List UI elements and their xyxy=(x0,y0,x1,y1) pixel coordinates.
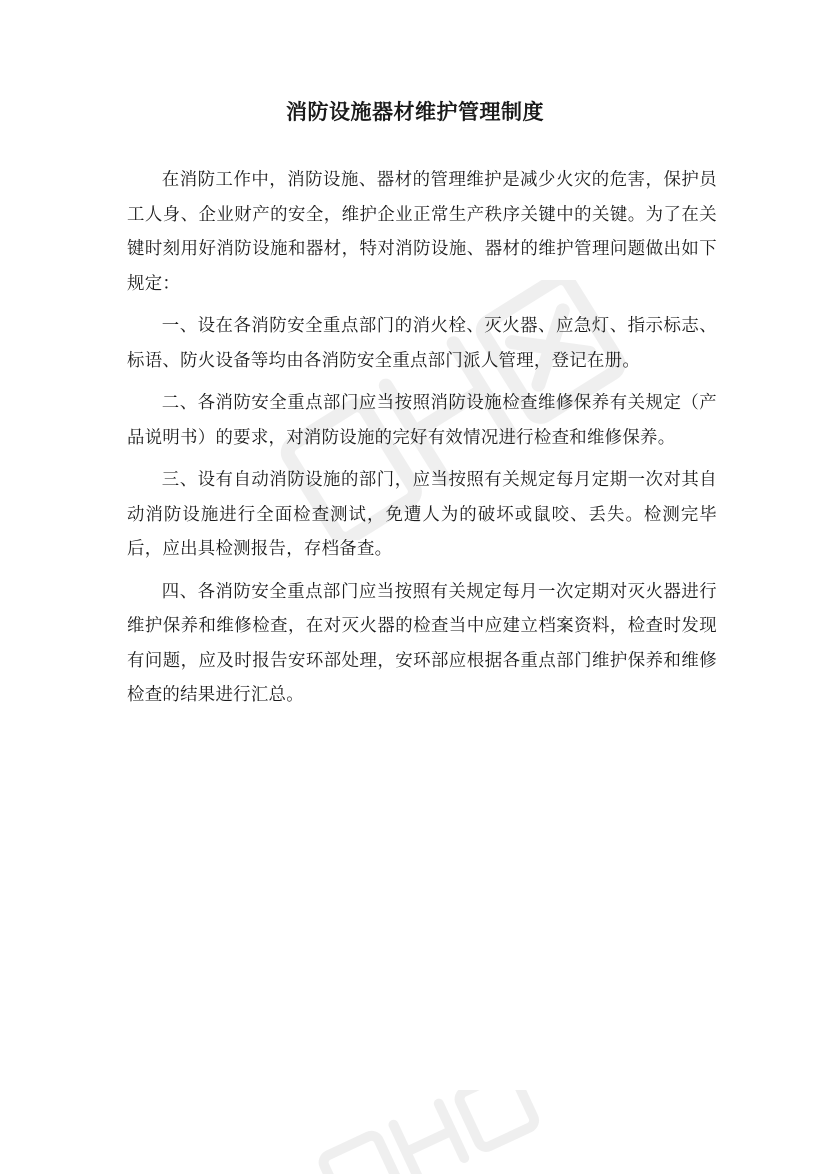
intro-paragraph: 在消防工作中，消防设施、器材的管理维护是减少火灾的危害，保护员工人身、企业财产的安全，维护企业正常生产秩序关键中的关键。为了在关键时刻用好消防设施和器材，特对消防设施、器材的维护管理问题做出如下规定： xyxy=(127,170,717,294)
rule-paragraph-3: 三、设有自动消防设施的部门，应当按照有关规定每月定期一次对其自动消防设施进行全面检查测试，免遭人为的破坏或鼠咬、丢失。检测完毕后，应出具检测报告，存档备查。 xyxy=(127,470,717,559)
watermark-graphic-bottom xyxy=(300,1090,560,1174)
rule-paragraph-1: 一、设在各消防安全重点部门的消火栓、灭火器、应急灯、指示标志、标语、防火设备等均由各消防安全重点部门派人管理，登记在册。 xyxy=(127,316,717,371)
rule-paragraph-2: 二、各消防安全重点部门应当按照消防设施检查维修保养有关规定（产品说明书）的要求，对消防设施的完好有效情况进行检查和维修保养。 xyxy=(127,393,717,448)
document-body xyxy=(127,163,717,713)
rule-paragraph-4: 四、各消防安全重点部门应当按照有关规定每月一次定期对灭火器进行维护保养和维修检查，在对灭火器的检查当中应建立档案资料，检查时发现有问题，应及时报告安环部处理，安环部应根据各重点部门维护保养和维修检查的结果进行汇总。 xyxy=(127,581,717,705)
document-title: 消防设施器材维护管理制度 xyxy=(286,99,544,124)
